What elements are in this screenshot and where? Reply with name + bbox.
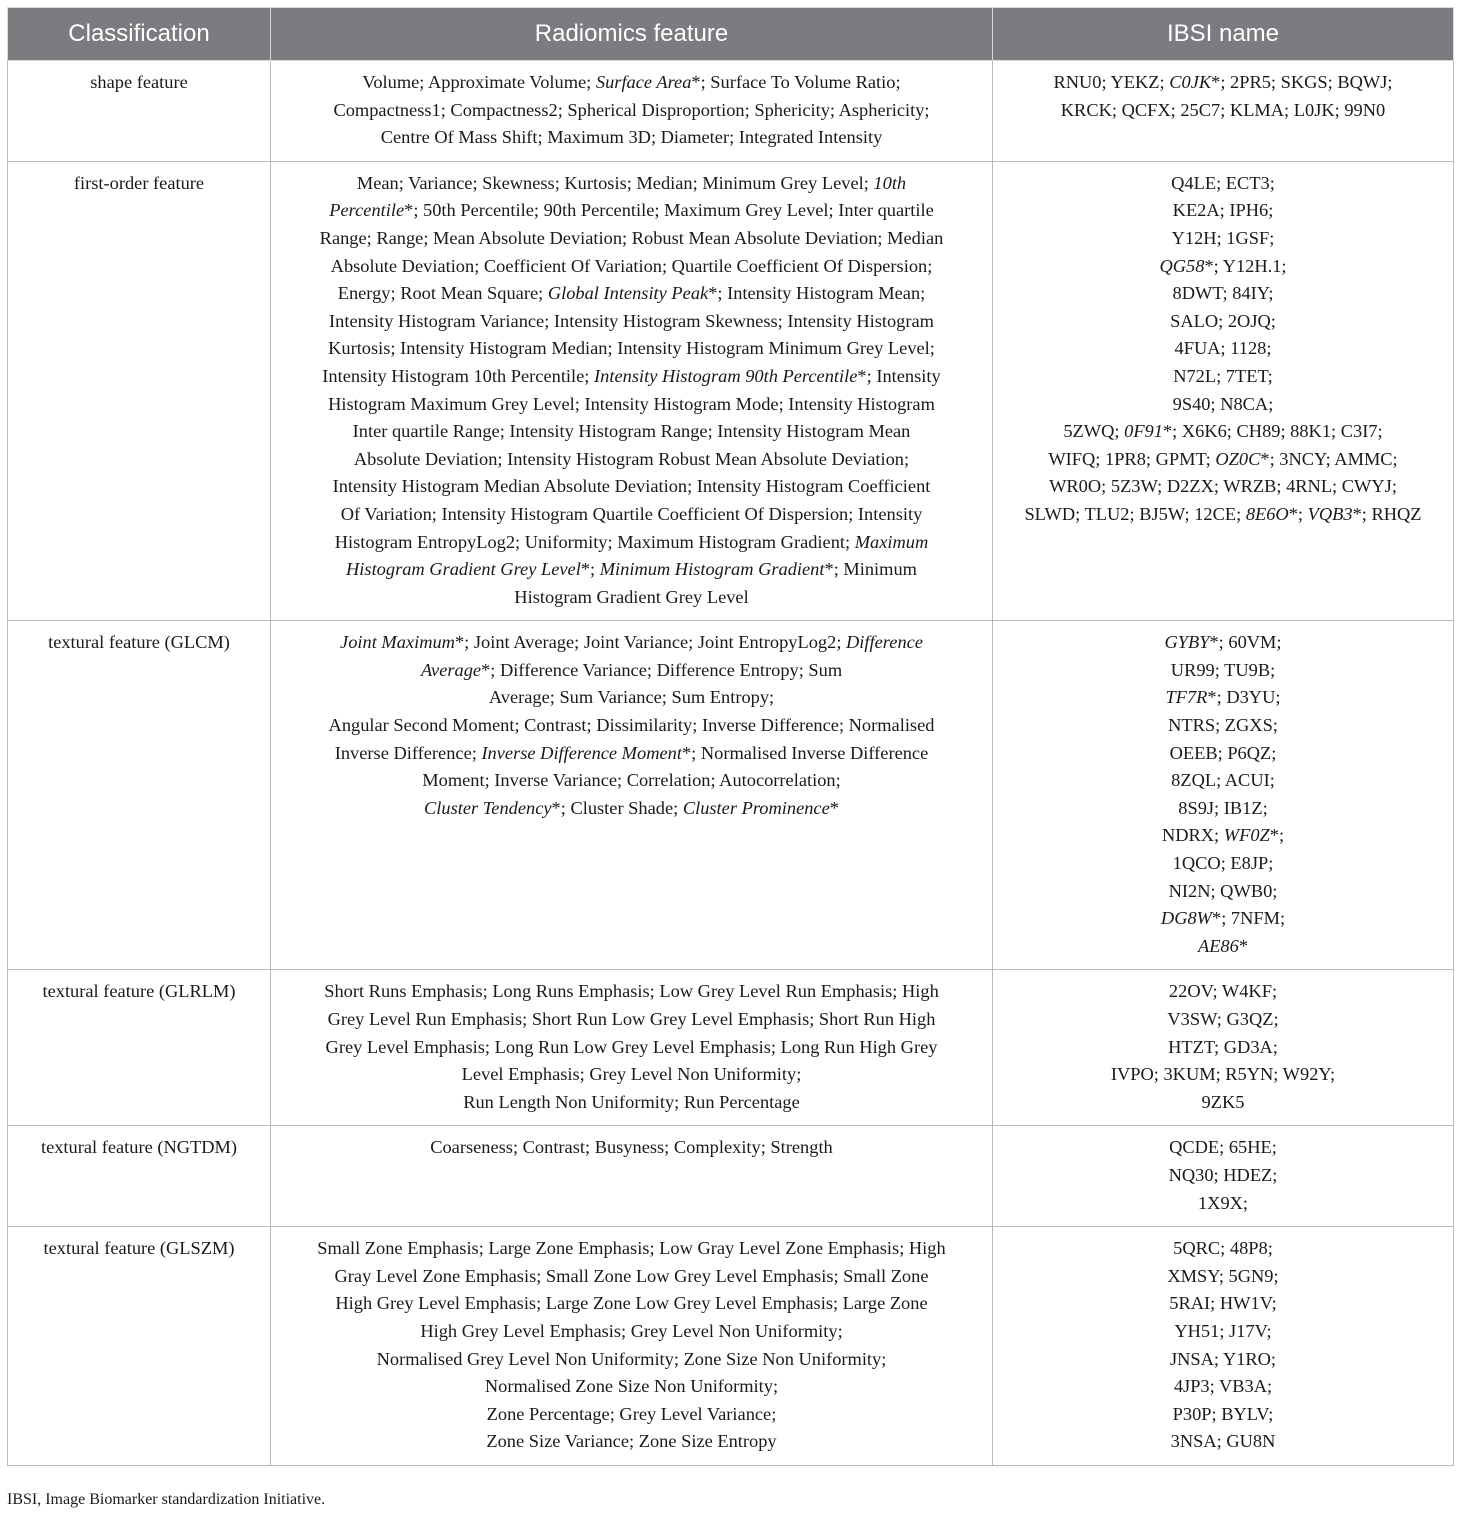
- feature-line: Histogram EntropyLog2; Uniformity; Maximum Histogram Gradient; Maximum: [334, 531, 929, 552]
- ibsi-line: Y12H; 1GSF;: [1171, 227, 1275, 248]
- feature-line: Compactness1; Compactness2; Spherical Disproportion; Sphericity; Asphericity;: [333, 99, 930, 120]
- table-row: [8, 1126, 1454, 1227]
- feature-line: Inter quartile Range; Intensity Histogram Range; Intensity Histogram Mean: [352, 421, 911, 442]
- radiomics-table: [7, 7, 1454, 1466]
- feature-line: Histogram Maximum Grey Level; Intensity Histogram Mode; Intensity Histogram: [328, 393, 935, 414]
- ibsi-line: OEEB; P6QZ;: [1169, 742, 1277, 763]
- feature-line: Grey Level Emphasis; Long Run Low Grey Level Emphasis; Long Run High Grey: [325, 1036, 938, 1057]
- table-body: [8, 61, 1454, 1466]
- feature-line: Small Zone Emphasis; Large Zone Emphasis; Low Gray Level Zone Emphasis; High: [317, 1238, 946, 1259]
- radiomics-feature-cell: [271, 1126, 993, 1227]
- ibsi-name-cell: [993, 61, 1454, 162]
- feature-line: Normalised Grey Level Non Uniformity; Zone Size Non Uniformity;: [376, 1348, 887, 1369]
- classification-cell: shape feature: [8, 61, 271, 162]
- table-row: [8, 1227, 1454, 1466]
- table-header: [8, 8, 1454, 61]
- feature-line: Coarseness; Contrast; Busyness; Complexity; Strength: [430, 1137, 833, 1158]
- ibsi-line: WR0O; 5Z3W; D2ZX; WRZB; 4RNL; CWYJ;: [1049, 476, 1397, 497]
- ibsi-line: NI2N; QWB0;: [1168, 880, 1278, 901]
- header-ibsi-name: IBSI name: [993, 8, 1454, 61]
- ibsi-line: 22OV; W4KF;: [1168, 981, 1278, 1002]
- feature-line: Intensity Histogram Median Absolute Deviation; Intensity Histogram Coefficient: [332, 476, 931, 497]
- header-row: [8, 8, 1454, 61]
- ibsi-name-cell: [993, 621, 1454, 970]
- ibsi-line: 5QRC; 48P8;: [1173, 1238, 1273, 1259]
- ibsi-line: GYBY*; 60VM;: [1164, 632, 1282, 653]
- ibsi-line: SALO; 2OJQ;: [1170, 310, 1276, 331]
- ibsi-name-cell: [993, 1126, 1454, 1227]
- feature-line: Zone Percentage; Grey Level Variance;: [486, 1403, 777, 1424]
- ibsi-line: UR99; TU9B;: [1170, 659, 1276, 680]
- ibsi-line: KE2A; IPH6;: [1172, 200, 1274, 221]
- table-row: [8, 621, 1454, 970]
- feature-line: Absolute Deviation; Intensity Histogram Robust Mean Absolute Deviation;: [353, 448, 910, 469]
- ibsi-line: 5RAI; HW1V;: [1169, 1293, 1277, 1314]
- ibsi-line: YH51; J17V;: [1174, 1320, 1272, 1341]
- ibsi-line: 1X9X;: [1197, 1192, 1249, 1213]
- classification-cell: textural feature (GLRLM): [8, 970, 271, 1126]
- feature-line: Absolute Deviation; Coefficient Of Variation; Quartile Coefficient Of Dispersion;: [330, 255, 933, 276]
- feature-line: Energy; Root Mean Square; Global Intensity Peak*; Intensity Histogram Mean;: [337, 283, 926, 304]
- feature-line: Zone Size Variance; Zone Size Entropy: [486, 1431, 777, 1452]
- feature-line: Range; Range; Mean Absolute Deviation; Robust Mean Absolute Deviation; Median: [319, 227, 944, 248]
- feature-line: Of Variation; Intensity Histogram Quartile Coefficient Of Dispersion; Intensity: [340, 503, 923, 524]
- feature-line: Intensity Histogram Variance; Intensity Histogram Skewness; Intensity Histogram: [329, 310, 934, 331]
- ibsi-line: KRCK; QCFX; 25C7; KLMA; L0JK; 99N0: [1060, 99, 1386, 120]
- classification-cell: first-order feature: [8, 161, 271, 621]
- ibsi-line: IVPO; 3KUM; R5YN; W92Y;: [1110, 1064, 1336, 1085]
- ibsi-line: 8ZQL; ACUI;: [1171, 770, 1275, 791]
- radiomics-feature-cell: [271, 621, 993, 970]
- feature-line: Gray Level Zone Emphasis; Small Zone Low Grey Level Emphasis; Small Zone: [334, 1265, 929, 1286]
- radiomics-feature-cell: [271, 1227, 993, 1466]
- feature-line: High Grey Level Emphasis; Large Zone Low Grey Level Emphasis; Large Zone: [335, 1293, 928, 1314]
- ibsi-line: DG8W*; 7NFM;: [1160, 908, 1286, 929]
- feature-line: Level Emphasis; Grey Level Non Uniformity;: [461, 1064, 802, 1085]
- ibsi-line: WIFQ; 1PR8; GPMT; OZ0C*; 3NCY; AMMC;: [1048, 448, 1398, 469]
- ibsi-line: 8S9J; IB1Z;: [1178, 797, 1268, 818]
- ibsi-line: 9S40; N8CA;: [1172, 393, 1274, 414]
- ibsi-line: 9ZK5: [1201, 1091, 1245, 1112]
- feature-line: Run Length Non Uniformity; Run Percentage: [463, 1091, 800, 1112]
- ibsi-line: P30P; BYLV;: [1172, 1403, 1274, 1424]
- ibsi-line: 4FUA; 1128;: [1174, 338, 1272, 359]
- ibsi-line: 4JP3; VB3A;: [1173, 1376, 1273, 1397]
- ibsi-line: JNSA; Y1RO;: [1169, 1348, 1277, 1369]
- ibsi-name-cell: [993, 970, 1454, 1126]
- ibsi-line: NDRX; WF0Z*;: [1161, 825, 1285, 846]
- feature-line: Angular Second Moment; Contrast; Dissimilarity; Inverse Difference; Normalised: [328, 715, 935, 736]
- ibsi-line: 8DWT; 84IY;: [1172, 283, 1274, 304]
- feature-line: Histogram Gradient Grey Level*; Minimum Histogram Gradient*; Minimum: [346, 559, 917, 580]
- ibsi-name-cell: [993, 161, 1454, 621]
- table-row: [8, 161, 1454, 621]
- header-radiomics-feature: Radiomics feature: [271, 8, 993, 61]
- feature-line: Inverse Difference; Inverse Difference Moment*; Normalised Inverse Difference: [334, 742, 929, 763]
- feature-line: Intensity Histogram 10th Percentile; Intensity Histogram 90th Percentile*; Intensity: [322, 365, 941, 386]
- ibsi-line: AE86*: [1197, 935, 1249, 956]
- feature-line: Volume; Approximate Volume; Surface Area*; Surface To Volume Ratio;: [362, 72, 901, 92]
- ibsi-line: V3SW; G3QZ;: [1167, 1009, 1279, 1029]
- feature-line: Mean; Variance; Skewness; Kurtosis; Median; Minimum Grey Level; 10th: [356, 172, 907, 193]
- feature-line: Centre Of Mass Shift; Maximum 3D; Diameter; Integrated Intensity: [380, 127, 883, 148]
- ibsi-line: RNU0; YEKZ; C0JK*; 2PR5; SKGS; BQWJ;: [1053, 72, 1393, 92]
- classification-cell: textural feature (GLSZM): [8, 1227, 271, 1466]
- feature-line: Moment; Inverse Variance; Correlation; Autocorrelation;: [422, 770, 841, 791]
- feature-line: Histogram Gradient Grey Level: [514, 586, 749, 607]
- ibsi-line: 1QCO; E8JP;: [1172, 853, 1274, 874]
- ibsi-line: XMSY; 5GN9;: [1167, 1265, 1279, 1286]
- radiomics-feature-cell: [271, 61, 993, 162]
- feature-line: Short Runs Emphasis; Long Runs Emphasis; Low Grey Level Run Emphasis; High: [324, 981, 939, 1002]
- ibsi-line: 5ZWQ; 0F91*; X6K6; CH89; 88K1; C3I7;: [1063, 421, 1383, 442]
- ibsi-line: Q4LE; ECT3;: [1171, 172, 1275, 193]
- header-classification: Classification: [8, 8, 271, 61]
- feature-line: Average; Sum Variance; Sum Entropy;: [488, 687, 775, 708]
- ibsi-line: N72L; 7TET;: [1173, 365, 1273, 386]
- feature-line: High Grey Level Emphasis; Grey Level Non Uniformity;: [420, 1320, 843, 1341]
- ibsi-line: QCDE; 65HE;: [1169, 1137, 1277, 1158]
- ibsi-name-cell: [993, 1227, 1454, 1466]
- feature-line: Average*; Difference Variance; Difference Entropy; Sum: [420, 659, 843, 680]
- ibsi-line: NTRS; ZGXS;: [1168, 715, 1278, 736]
- ibsi-line: QG58*; Y12H.1;: [1159, 255, 1287, 276]
- table-footnote: IBSI, Image Biomarker standardization Initiative.: [7, 1491, 326, 1508]
- feature-line: Grey Level Run Emphasis; Short Run Low Grey Level Emphasis; Short Run High: [327, 1009, 936, 1029]
- ibsi-line: HTZT; GD3A;: [1168, 1036, 1278, 1057]
- ibsi-line: SLWD; TLU2; BJ5W; 12CE; 8E6O*; VQB3*; RHQZ: [1024, 503, 1422, 524]
- radiomics-feature-cell: [271, 970, 993, 1126]
- table-row: [8, 970, 1454, 1126]
- feature-line: Cluster Tendency*; Cluster Shade; Cluster Prominence*: [424, 797, 839, 818]
- feature-line: Joint Maximum*; Joint Average; Joint Variance; Joint EntropyLog2; Difference: [340, 632, 923, 653]
- feature-line: Kurtosis; Intensity Histogram Median; Intensity Histogram Minimum Grey Level;: [328, 338, 935, 359]
- ibsi-line: TF7R*; D3YU;: [1165, 687, 1281, 708]
- feature-line: Percentile*; 50th Percentile; 90th Percentile; Maximum Grey Level; Inter quartile: [329, 200, 934, 221]
- ibsi-line: 3NSA; GU8N: [1170, 1431, 1276, 1452]
- feature-line: Normalised Zone Size Non Uniformity;: [484, 1376, 779, 1397]
- classification-cell: textural feature (GLCM): [8, 621, 271, 970]
- table-row: [8, 61, 1454, 162]
- ibsi-line: NQ30; HDEZ;: [1168, 1164, 1278, 1185]
- classification-cell: textural feature (NGTDM): [8, 1126, 271, 1227]
- radiomics-feature-cell: [271, 161, 993, 621]
